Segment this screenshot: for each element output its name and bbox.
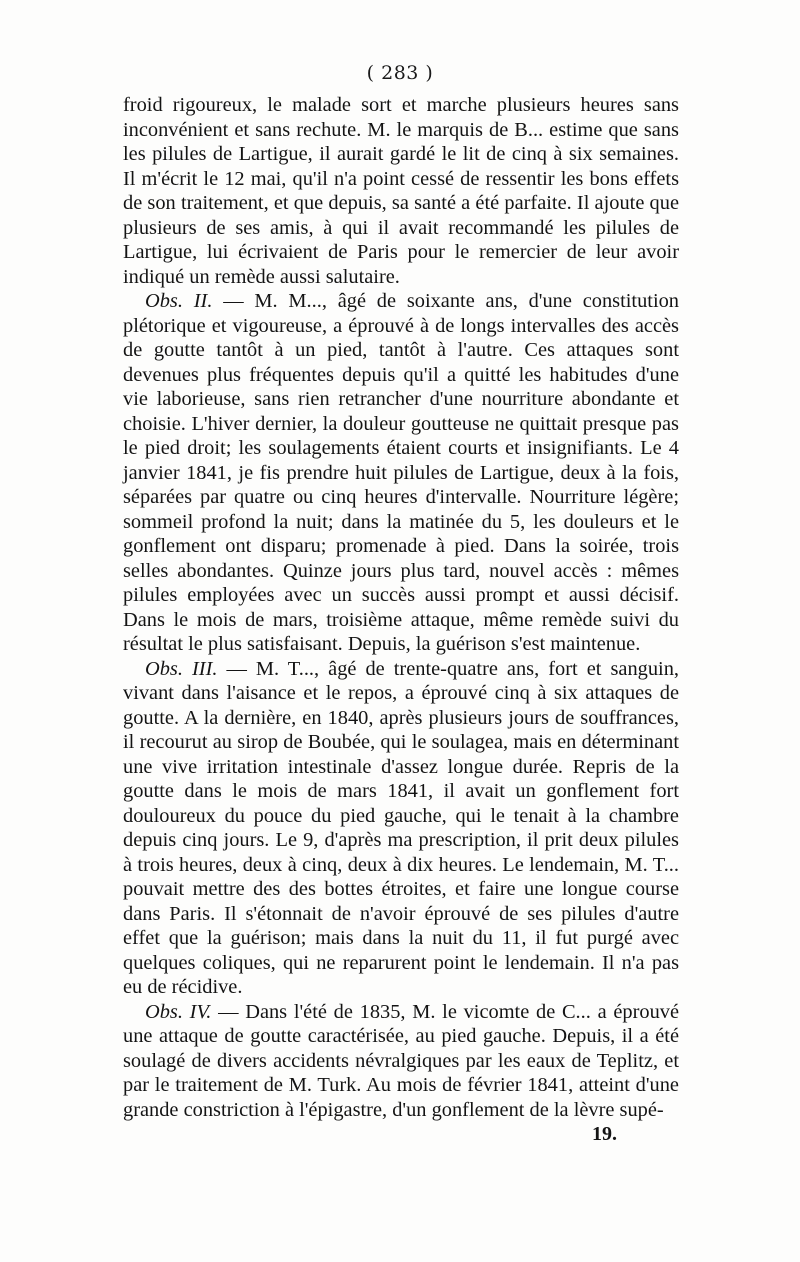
paragraph-obs-4 xyxy=(123,1000,679,1123)
body-text xyxy=(123,93,679,1122)
paragraph-text: — M. T..., âgé de trente-quatre ans, fort et sanguin, vivant dans l'aisance et le repos, a éprouvé cinq à six attaques de goutte. A la dernière, en 1840, après plusieurs jours de souffrances, il recourut au sirop de Boubée, qui le soulagea, mais en déterminant une vive irritation intestinale d'assez longue durée. Repris de la goutte dans le mois de mars 1841, il avait un gonflement fort douloureux du pouce du pied gauche, qui le tenait à la chambre depuis cinq jours. Le 9, d'après ma prescription, il prit deux pilules à trois heures, deux à cinq, deux à dix heures. Le lendemain, M. T... pouvait mettre des des bottes étroites, et faire une longue course dans Paris. Il s'étonnait de n'avoir éprouvé de ses pilules d'autre effet que la guérison; mais dans la nuit du 11, il fut purgé avec quelques coliques, qui ne reparurent point le lendemain. Il n'a pas eu de récidive. xyxy=(123,657,679,998)
obs-label: Obs. II. xyxy=(145,290,213,312)
paragraph-intro xyxy=(123,93,679,289)
paragraph-text: froid rigoureux, le malade sort et marche plusieurs heures sans inconvénient et sans rechute. M. le marquis de B... estime que sans les pilules de Lartigue, il aurait gardé le lit de cinq à six semaines. Il m'écrit le 12 mai, qu'il n'a point cessé de ressentir les bons effets de son traitement, et que depuis, sa santé a été parfaite. Il ajoute que plusieurs de ses amis, à qui il avait recommandé les pilules de Lartigue, lui écrivaient de Paris pour le remercier de leur avoir indiqué un remède aussi salutaire. xyxy=(123,94,679,288)
paragraph-obs-2 xyxy=(123,289,679,657)
obs-label: Obs. III. xyxy=(145,657,218,680)
signature-mark: 19. xyxy=(592,1123,617,1145)
paragraph-text: — M. M..., âgé de soixante ans, d'une constitution plétorique et vigoureuse, a éprouvé à de longs intervalles des accès de goutte tantôt à un pied, tantôt à l'autre. Ces attaques sont devenues plus fréquentes depuis qu'il a quitté les habitudes d'une vie laborieuse, sans rien retrancher d'une nourriture abondante et choisie. L'hiver dernier, la douleur goutteuse ne quittait presque pas le pied droit; les soulagements étaient courts et insignifiants. Le 4 janvier 1841, je fis prendre huit pilules de Lartigue, deux à la fois, séparées par quatre ou cinq heures d'intervalle. Nourriture légère; sommeil profond la nuit; dans la matinée du 5, les douleurs et le gonflement ont disparu; promenade à pied. Dans la soirée, trois selles abondantes. Quinze jours plus tard, nouvel accès : mêmes pilules employées avec un succès aussi prompt et aussi décisif. Dans le mois de mars, troisième attaque, même remède suivi du résultat le plus satisfaisant. Depuis, la guérison s'est maintenue. xyxy=(123,290,679,655)
obs-label: Obs. IV. xyxy=(145,1000,212,1023)
page-number: ( 283 ) xyxy=(366,62,434,84)
paragraph-text: — Dans l'été de 1835, M. le vicomte de C... a éprouvé une attaque de goutte caractérisée, au pied gauche. Depuis, il a été soulagé de divers accidents névralgiques par les eaux de Teplitz, et par le traitement de M. Turk. Au mois de février 1841, atteint d'une grande constriction à l'épigastre, d'un gonflement de la lèvre supé- xyxy=(123,1000,680,1121)
paragraph-obs-3 xyxy=(123,657,679,1000)
